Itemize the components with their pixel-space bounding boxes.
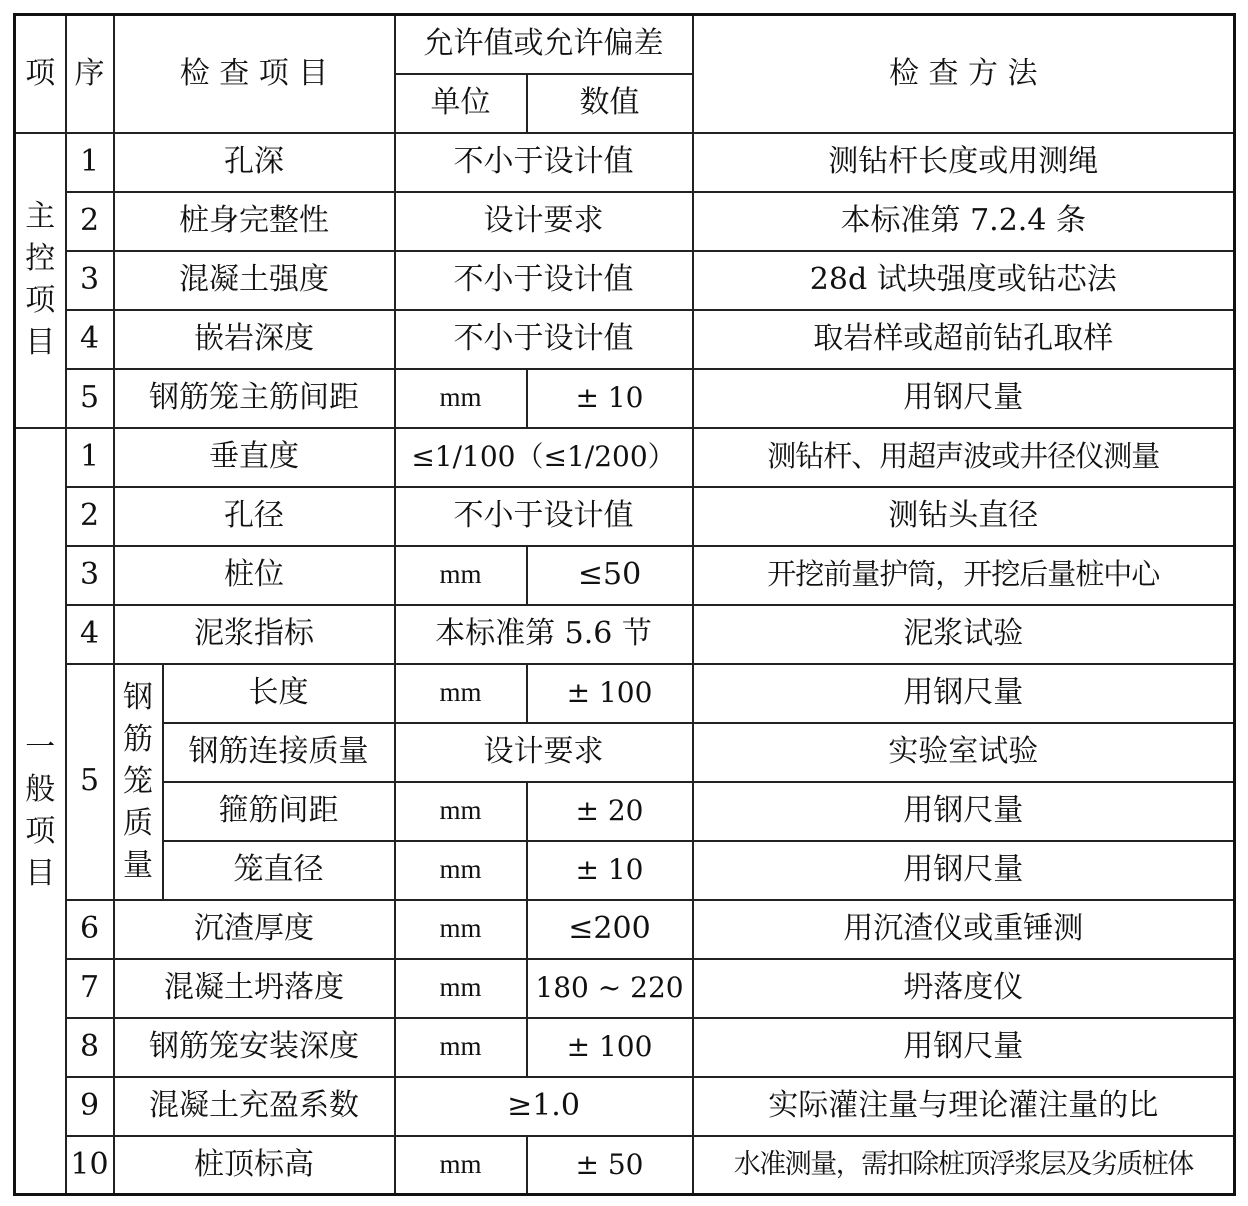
value-cell: ± 50 (527, 1136, 693, 1195)
table-row (15, 723, 1235, 782)
table-row (15, 841, 1235, 900)
inspection-table (13, 13, 1236, 1196)
table-row (15, 959, 1235, 1018)
allow-cell: 本标准第 5.6 节 (395, 605, 693, 664)
value-cell: ± 10 (527, 369, 693, 428)
method-cell: 测钻头直径 (693, 487, 1235, 546)
seq-cell: 10 (66, 1136, 114, 1195)
method-cell: 28d 试块强度或钻芯法 (693, 251, 1235, 310)
unit-cell: mm (395, 546, 527, 605)
table-row (15, 605, 1235, 664)
item-cell: 嵌岩深度 (114, 310, 395, 369)
seq-cell: 8 (66, 1018, 114, 1077)
method-cell: 开挖前量护筒，开挖后量桩中心 (693, 546, 1235, 605)
allow-cell: 设计要求 (395, 723, 693, 782)
seq-cell: 3 (66, 251, 114, 310)
method-cell: 用钢尺量 (693, 664, 1235, 723)
method-cell: 用钢尺量 (693, 1018, 1235, 1077)
unit-cell: mm (395, 959, 527, 1018)
seq-cell: 6 (66, 900, 114, 959)
table-row (15, 428, 1235, 487)
header-allowance: 允许值或允许偏差 (395, 15, 693, 74)
table-row (15, 487, 1235, 546)
method-cell: 坍落度仪 (693, 959, 1235, 1018)
method-cell: 用钢尺量 (693, 369, 1235, 428)
seq-cell: 4 (66, 605, 114, 664)
method-cell: 泥浆试验 (693, 605, 1235, 664)
item-cell: 桩位 (114, 546, 395, 605)
method-cell: 实际灌注量与理论灌注量的比 (693, 1077, 1235, 1136)
item-cell: 混凝土充盈系数 (114, 1077, 395, 1136)
header-item: 项 (15, 15, 66, 133)
allow-cell: ≤1/100（≤1/200） (395, 428, 693, 487)
table-row (15, 251, 1235, 310)
method-cell: 用钢尺量 (693, 841, 1235, 900)
method-cell: 实验室试验 (693, 723, 1235, 782)
header-method: 检 查 方 法 (693, 15, 1235, 133)
unit-cell: mm (395, 900, 527, 959)
seq-cell: 3 (66, 546, 114, 605)
method-cell: 取岩样或超前钻孔取样 (693, 310, 1235, 369)
item-cell: 孔径 (114, 487, 395, 546)
seq-cell: 9 (66, 1077, 114, 1136)
value-cell: ≤50 (527, 546, 693, 605)
method-cell: 用沉渣仪或重锤测 (693, 900, 1235, 959)
table-row (15, 1136, 1235, 1195)
method-cell: 本标准第 7.2.4 条 (693, 192, 1235, 251)
cage-group-label: 钢 筋 笼 质 量 (114, 664, 163, 900)
table-row (15, 1077, 1235, 1136)
table-row (15, 546, 1235, 605)
item-cell: 混凝土坍落度 (114, 959, 395, 1018)
unit-cell: mm (395, 841, 527, 900)
header-value: 数值 (527, 74, 693, 133)
value-cell: ± 20 (527, 782, 693, 841)
allow-cell: 不小于设计值 (395, 133, 693, 192)
table-row (15, 664, 1235, 723)
seq-cell: 5 (66, 369, 114, 428)
method-cell: 测钻杆、用超声波或井径仪测量 (693, 428, 1235, 487)
item-cell: 钢筋连接质量 (163, 723, 395, 782)
item-cell: 孔深 (114, 133, 395, 192)
table-row (15, 369, 1235, 428)
method-cell: 用钢尺量 (693, 782, 1235, 841)
header-seq: 序 (66, 15, 114, 133)
unit-cell: mm (395, 664, 527, 723)
seq-cell: 1 (66, 133, 114, 192)
item-cell: 混凝土强度 (114, 251, 395, 310)
header-row-1 (15, 15, 1235, 74)
unit-cell: mm (395, 1136, 527, 1195)
item-cell: 沉渣厚度 (114, 900, 395, 959)
seq-cell: 1 (66, 428, 114, 487)
group-label-main: 主 控 项 目 (15, 133, 66, 428)
table-row (15, 310, 1235, 369)
value-cell: 180 ~ 220 (527, 959, 693, 1018)
value-cell: ± 100 (527, 664, 693, 723)
value-cell: ≤200 (527, 900, 693, 959)
table-row (15, 900, 1235, 959)
unit-cell: mm (395, 1018, 527, 1077)
seq-cell: 2 (66, 192, 114, 251)
header-check-item: 检 查 项 目 (114, 15, 395, 133)
table-row (15, 192, 1235, 251)
value-cell: ± 100 (527, 1018, 693, 1077)
seq-cell: 2 (66, 487, 114, 546)
allow-cell: 设计要求 (395, 192, 693, 251)
table-row (15, 133, 1235, 192)
value-cell: ± 10 (527, 841, 693, 900)
table-row (15, 1018, 1235, 1077)
allow-cell: 不小于设计值 (395, 310, 693, 369)
item-cell: 垂直度 (114, 428, 395, 487)
item-cell: 桩身完整性 (114, 192, 395, 251)
allow-cell: 不小于设计值 (395, 251, 693, 310)
item-cell: 钢筋笼安装深度 (114, 1018, 395, 1077)
allow-cell: 不小于设计值 (395, 487, 693, 546)
seq-cell: 5 (66, 664, 114, 900)
table-row (15, 782, 1235, 841)
method-cell: 水准测量，需扣除桩顶浮浆层及劣质桩体 (693, 1136, 1235, 1195)
unit-cell: mm (395, 782, 527, 841)
allow-cell: ≥1.0 (395, 1077, 693, 1136)
seq-cell: 4 (66, 310, 114, 369)
item-cell: 钢筋笼主筋间距 (114, 369, 395, 428)
item-cell: 泥浆指标 (114, 605, 395, 664)
item-cell: 长度 (163, 664, 395, 723)
method-cell: 测钻杆长度或用测绳 (693, 133, 1235, 192)
group-label-general: 一 般 项 目 (15, 428, 66, 1195)
item-cell: 桩顶标高 (114, 1136, 395, 1195)
unit-cell: mm (395, 369, 527, 428)
item-cell: 箍筋间距 (163, 782, 395, 841)
seq-cell: 7 (66, 959, 114, 1018)
item-cell: 笼直径 (163, 841, 395, 900)
header-unit: 单位 (395, 74, 527, 133)
